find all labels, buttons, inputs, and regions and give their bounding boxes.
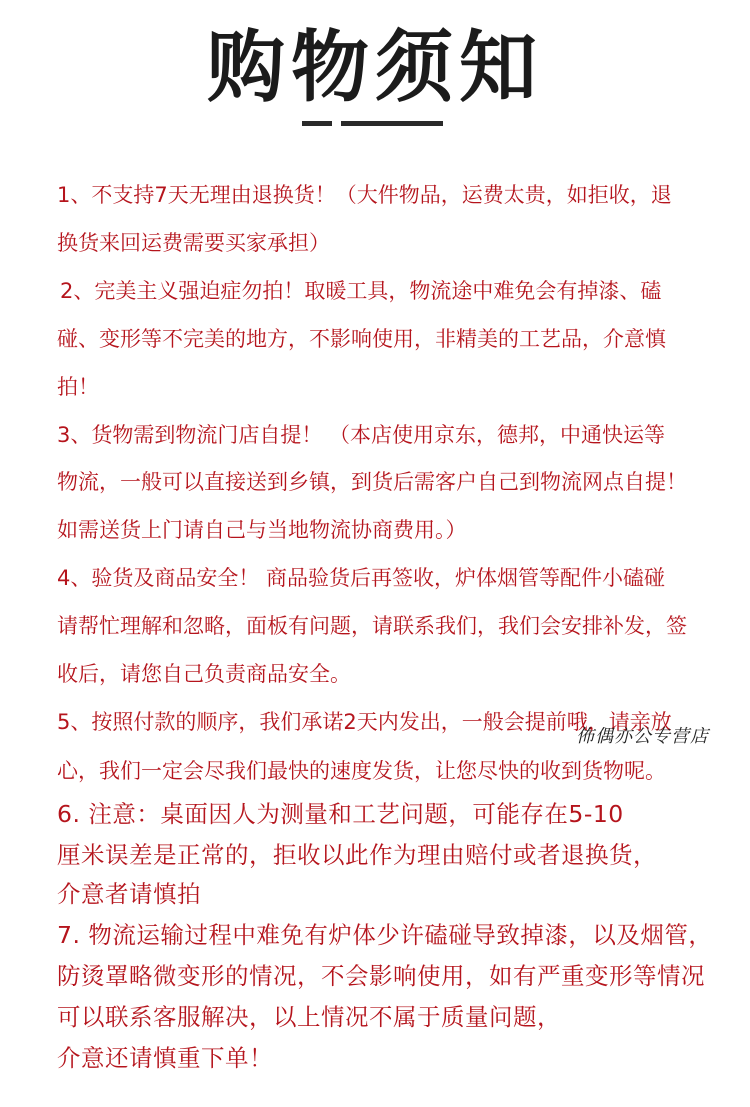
notice-line: 2、完美主义强迫症勿拍！取暖工具，物流途中难免会有掉漆、磕 bbox=[60, 279, 662, 303]
notice-line: 3、货物需到物流门店自提！ （本店使用京东，德邦，中通快运等 bbox=[57, 423, 666, 447]
notice-line: 物流，一般可以直接送到乡镇，到货后需客户自己到物流网点自提！ bbox=[57, 470, 687, 494]
notice-line: 6. 注意：桌面因人为测量和工艺问题，可能存在5-10 bbox=[57, 800, 624, 828]
page-title: 购物须知 bbox=[206, 23, 543, 113]
notice-line: 碰、变形等不完美的地方，不影响使用，非精美的工艺品，介意慎 bbox=[57, 327, 666, 351]
notice-line: 5、按照付款的顺序，我们承诺2天内发出，一般会提前哦，请亲放 bbox=[57, 710, 672, 734]
notice-line: 换货来回运费需要买家承担） bbox=[57, 231, 330, 255]
notice-line: 1、不支持7天无理由退换货！（大件物品，运费太贵，如拒收，退 bbox=[57, 183, 672, 207]
notice-line: 可以联系客服解决，以上情况不属于质量问题， bbox=[57, 1003, 561, 1031]
notice-line: 7. 物流运输过程中难免有炉体少许磕碰导致掉漆，以及烟管， bbox=[57, 921, 713, 949]
store-watermark: 佈偶亦公专营店 bbox=[576, 726, 709, 747]
notice-line: 收后，请您自己负责商品安全。 bbox=[57, 662, 351, 686]
notice-line: 拍！ bbox=[57, 375, 99, 399]
notice-line: 请帮忙理解和忽略，面板有问题，请联系我们，我们会安排补发，签 bbox=[57, 614, 687, 638]
title-underline-short bbox=[302, 121, 332, 126]
notice-line: 介意还请慎重下单！ bbox=[57, 1044, 273, 1072]
notice-line: 防烫罩略微变形的情况，不会影响使用，如有严重变形等情况 bbox=[57, 962, 705, 990]
notice-line: 厘米误差是正常的，拒收以此作为理由赔付或者退换货， bbox=[57, 841, 657, 869]
notice-line: 介意者请慎拍 bbox=[57, 880, 201, 908]
notice-line: 心，我们一定会尽我们最快的速度发货，让您尽快的收到货物呢。 bbox=[57, 759, 666, 783]
notice-line: 4、验货及商品安全！ 商品验货后再签收，炉体烟管等配件小磕碰 bbox=[57, 566, 666, 590]
notice-line: 如需送货上门请自己与当地物流协商费用。） bbox=[57, 518, 467, 542]
title-underline-long bbox=[341, 121, 443, 126]
